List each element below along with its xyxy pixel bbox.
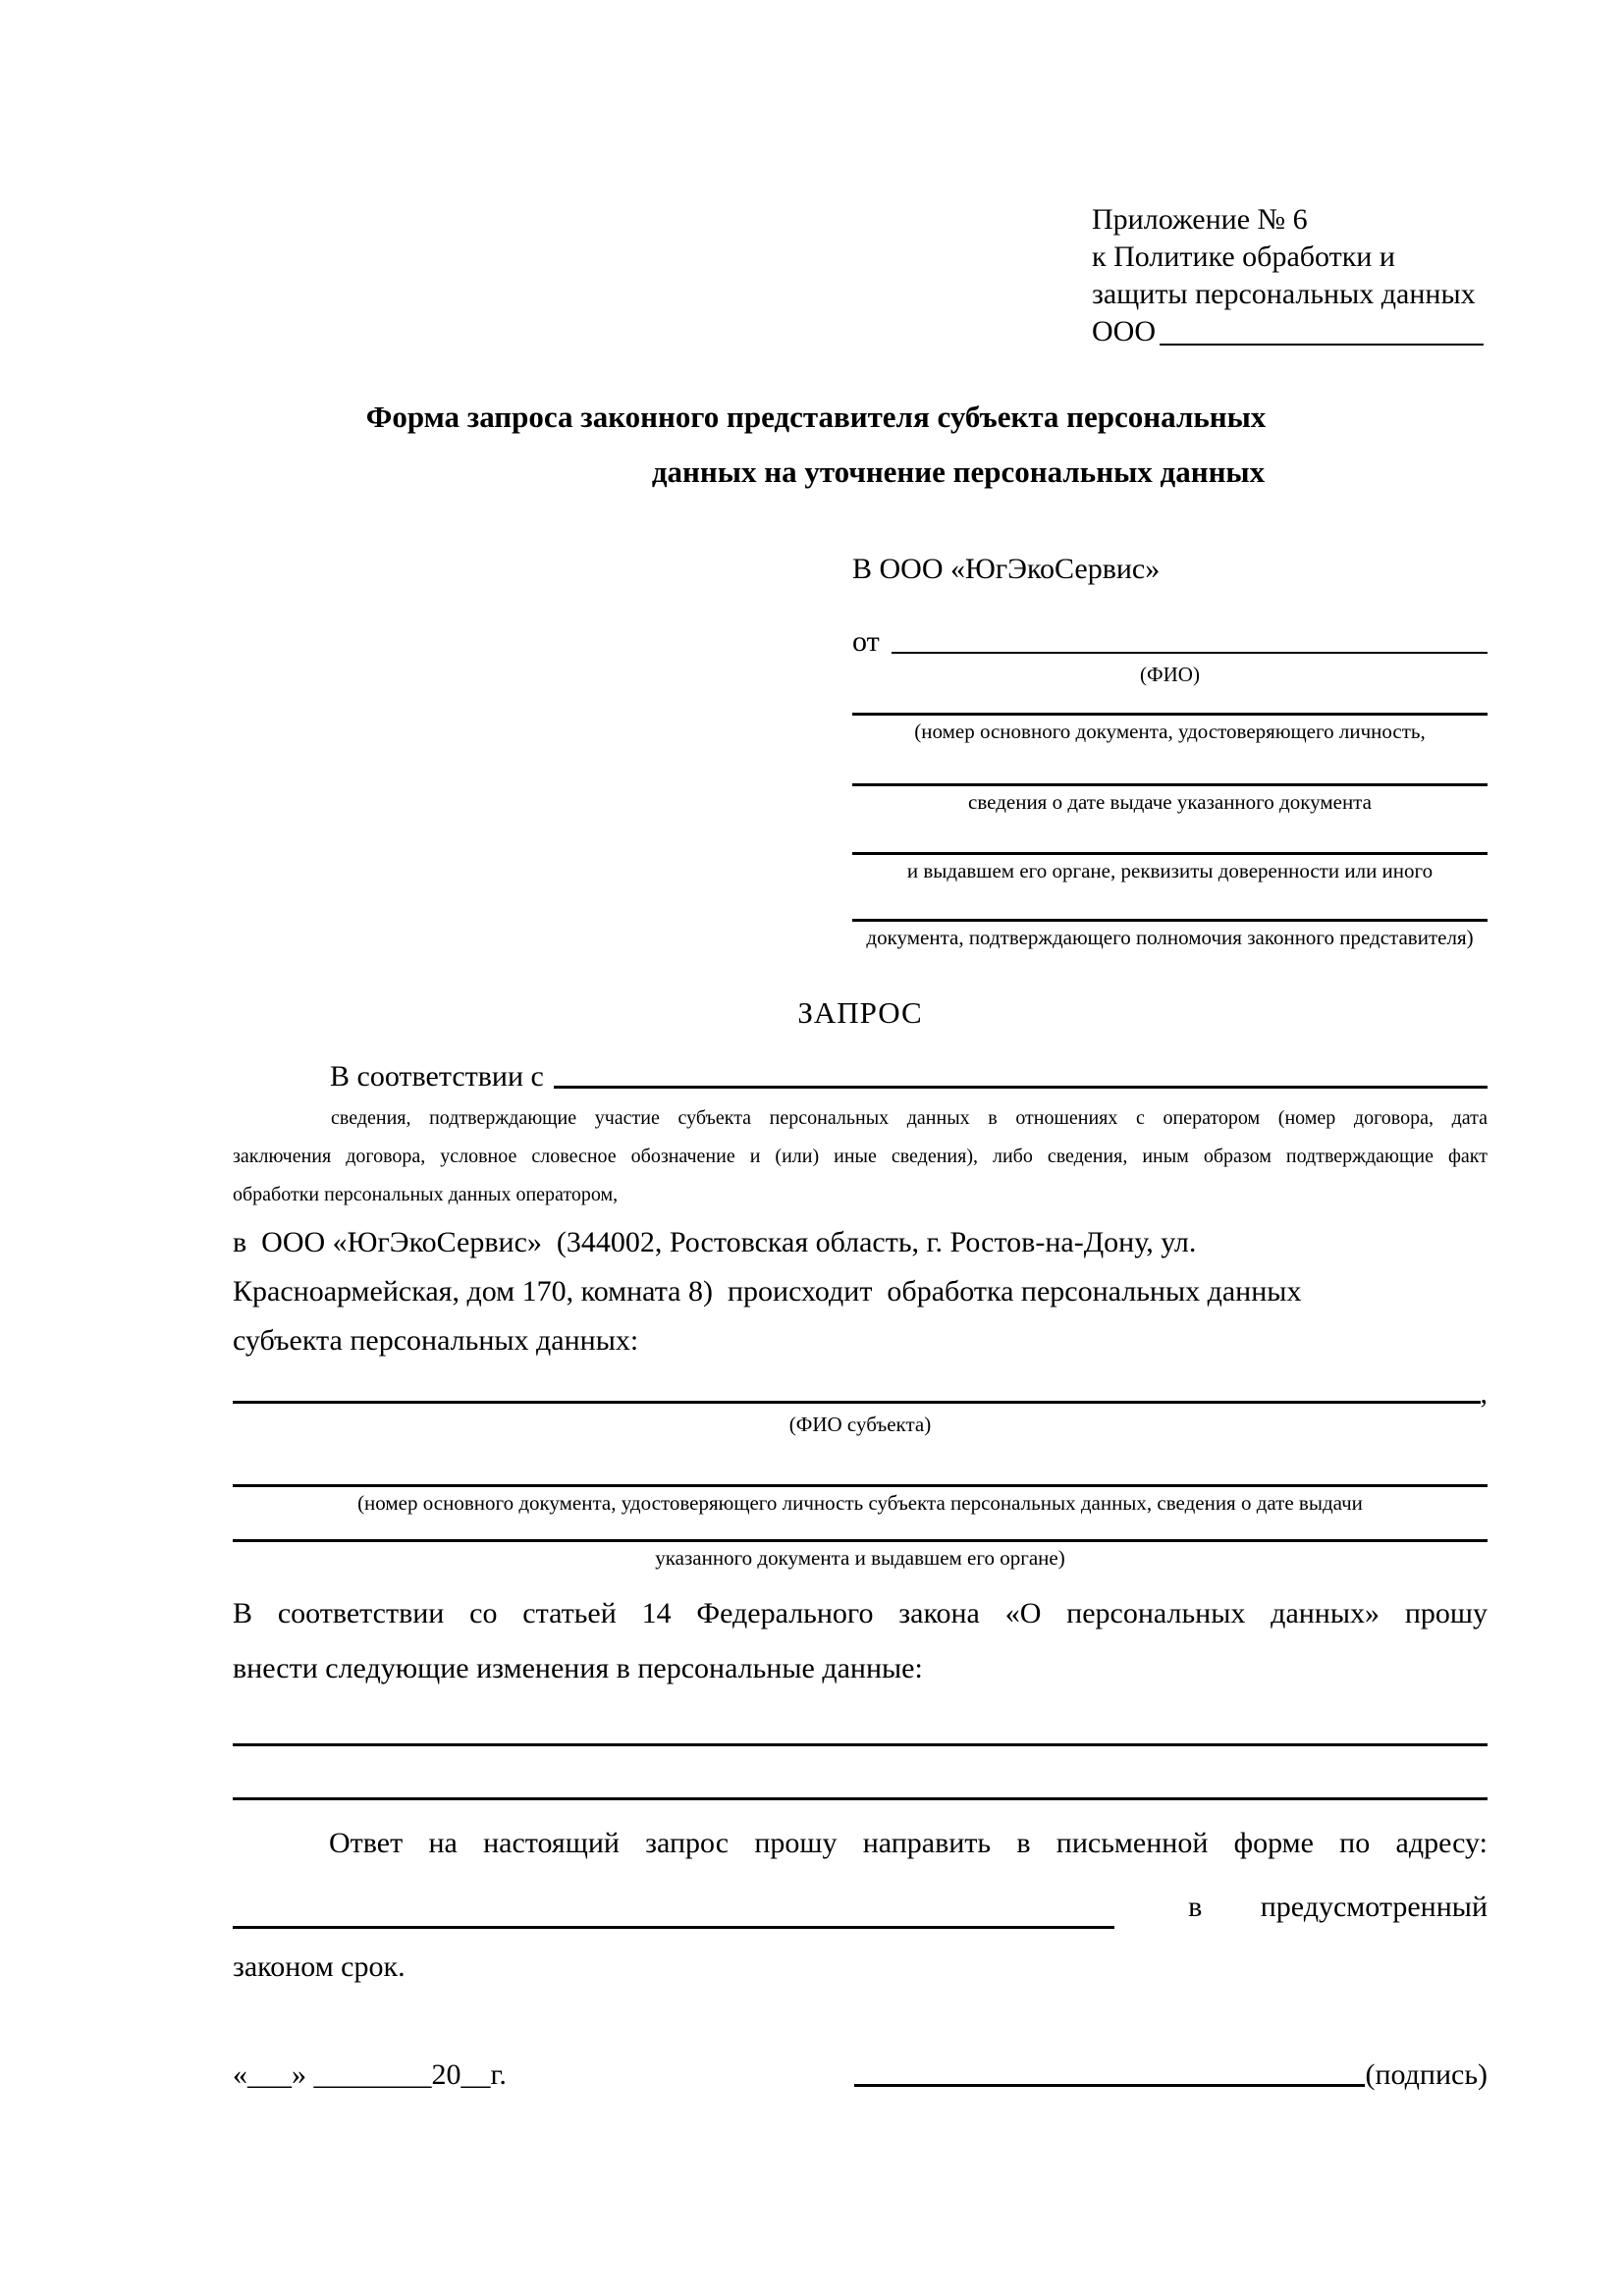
from-blank-line xyxy=(892,652,1488,654)
addressee-to: В ООО «ЮгЭкоСервис» xyxy=(852,553,1161,585)
law-paragraph xyxy=(233,1586,1488,1696)
operator-paragraph xyxy=(233,1218,1488,1365)
representative-doc-blank-line-2 xyxy=(852,783,1488,786)
annex-line-2: к Политике обработки и xyxy=(1092,240,1395,273)
reply-line-1: Ответ на настоящий запрос прошу направить в письменной форме по адресу: xyxy=(329,1827,1488,1859)
caption-doc-2: сведения о дате выдаче указанного документа xyxy=(968,790,1372,814)
subject-doc-blank-line-1 xyxy=(233,1484,1488,1487)
title-line-2: данных на уточнение персональных данных xyxy=(651,454,1266,489)
date-field: «___» ________20__г. xyxy=(233,2058,507,2091)
footer-row xyxy=(233,2058,1488,2092)
subject-doc-blank-line-2 xyxy=(233,1539,1488,1542)
signature-area xyxy=(854,2058,1488,2092)
annex-company-prefix: ООО xyxy=(1092,315,1156,347)
footnote xyxy=(233,1099,1488,1214)
annex-line-3: защиты персональных данных xyxy=(1092,278,1476,310)
representative-doc-blank-line-3 xyxy=(852,852,1488,855)
caption-doc-4: документа, подтверждающего полномочия законного представителя) xyxy=(866,926,1474,949)
document-title xyxy=(233,390,1488,500)
representative-doc-blank-line-1 xyxy=(852,713,1488,716)
reply-address-row xyxy=(233,1880,1488,1934)
subject-fio-blank-line xyxy=(233,1401,1481,1404)
operator-line-2: Красноармейская, дом 170, комната 8) происходит обработка персональных данных xyxy=(233,1275,1302,1308)
trailing-comma: , xyxy=(1480,1377,1488,1410)
title-line-1: Форма запроса законного представителя субъекта персональных xyxy=(365,400,1267,434)
from-row xyxy=(852,625,1488,659)
footnote-line-1: сведения, подтверждающие участие субъекта персональных данных в отношениях с оператором (номер договора, дата xyxy=(331,1107,1488,1129)
annex-note xyxy=(1092,0,1488,350)
law-line-1: В соответствии со статьей 14 Федерального закона «О персональных данных» прошу xyxy=(233,1597,1488,1629)
caption-doc-3: и выдавшем его органе, реквизиты доверенности или иного xyxy=(906,859,1434,882)
from-label: от xyxy=(852,625,880,658)
intro-prefix: В соответствии с xyxy=(330,1060,544,1093)
caption-subject-doc-2: указанного документа и выдавшем его органе) xyxy=(655,1546,1065,1570)
caption-subject-doc-1: (номер основного документа, удостоверяющего личность субъекта персональных данных, сведения о дате выдачи xyxy=(357,1491,1363,1515)
law-line-2: внести следующие изменения в персональные данные: xyxy=(233,1652,923,1684)
footnote-line-2: заключения договора, условное словесное обозначение и (или) иные сведения), либо сведения, иным образом подтверждающие факт xyxy=(233,1146,1488,1167)
subject-fio-row xyxy=(233,1379,1488,1409)
footnote-line-3: обработки персональных данных оператором, xyxy=(233,1184,619,1205)
changes-blank-line-1 xyxy=(233,1743,1488,1746)
intro-blank-line xyxy=(554,1086,1488,1089)
annex-company-blank-line xyxy=(1160,344,1484,346)
changes-blank-line-2 xyxy=(233,1797,1488,1800)
annex-line-1: Приложение № 6 xyxy=(1092,203,1308,236)
reply-end: законом срок. xyxy=(233,1950,406,1983)
addressee-block xyxy=(852,553,1488,950)
reply-address-blank-line xyxy=(233,1926,1114,1929)
reply-paragraph xyxy=(233,1816,1488,1994)
operator-line-1: в ООО «ЮгЭкоСервис» (344002, Ростовская область, г. Ростов-на-Дону, ул. xyxy=(233,1226,1197,1258)
reply-suffix: в предусмотренный xyxy=(1188,1891,1488,1923)
representative-doc-blank-line-4 xyxy=(852,919,1488,922)
intro-row xyxy=(330,1060,1488,1094)
annex-company-row xyxy=(1092,313,1488,350)
signature-blank-line xyxy=(854,2084,1365,2087)
caption-doc-1: (номер основного документа, удостоверяющего личность, xyxy=(914,720,1426,743)
request-heading: ЗАПРОС xyxy=(797,995,923,1030)
signature-caption: (подпись) xyxy=(1365,2058,1488,2091)
operator-line-3: субъекта персональных данных: xyxy=(233,1324,639,1357)
caption-subject-fio: (ФИО субъекта) xyxy=(788,1413,932,1436)
caption-fio: (ФИО) xyxy=(1140,663,1200,686)
